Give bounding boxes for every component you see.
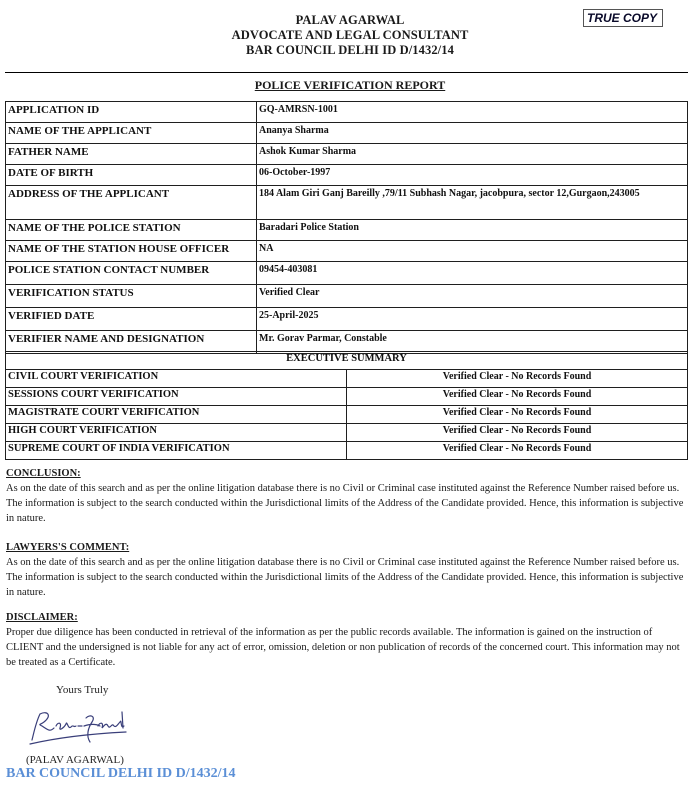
row-label: VERIFICATION STATUS xyxy=(6,285,257,308)
table-row xyxy=(6,241,688,262)
court-label: HIGH COURT VERIFICATION xyxy=(6,424,347,442)
true-copy-stamp: TRUE COPY xyxy=(583,9,663,27)
table-row xyxy=(6,424,688,442)
court-status: Verified Clear - No Records Found xyxy=(347,388,688,406)
advocate-designation: ADVOCATE AND LEGAL CONSULTANT xyxy=(231,28,469,42)
lawyers-comment-section xyxy=(6,540,690,600)
court-label: MAGISTRATE COURT VERIFICATION xyxy=(6,406,347,424)
bar-council-id: BAR COUNCIL DELHI ID D/1432/14 xyxy=(246,43,454,57)
disclaimer-section xyxy=(6,610,690,670)
signatory-name: (PALAV AGARWAL) xyxy=(26,754,124,766)
report-title: POLICE VERIFICATION REPORT xyxy=(254,78,446,92)
table-row xyxy=(6,388,688,406)
row-value: 06-October-1997 xyxy=(257,165,688,186)
court-status: Verified Clear - No Records Found xyxy=(347,406,688,424)
summary-header-row xyxy=(6,352,688,370)
table-row xyxy=(6,220,688,241)
summary-title: EXECUTIVE SUMMARY xyxy=(6,352,688,370)
closing-text: Yours Truly xyxy=(56,684,109,696)
row-label: APPLICATION ID xyxy=(6,102,257,123)
row-label: FATHER NAME xyxy=(6,144,257,165)
row-value: 184 Alam Giri Ganj Bareilly ,79/11 Subhash Nagar, jacobpura, sector 12,Gurgaon,243005 xyxy=(257,186,688,220)
applicant-details-table xyxy=(5,101,688,354)
row-value: Ashok Kumar Sharma xyxy=(257,144,688,165)
row-value: Mr. Gorav Parmar, Constable xyxy=(257,331,688,354)
court-label: CIVIL COURT VERIFICATION xyxy=(6,370,347,388)
court-status: Verified Clear - No Records Found xyxy=(347,442,688,460)
conclusion-text: As on the date of this search and as per the online litigation database there is no Civil or Criminal case instituted against the Reference Number raised before us. The information is subject to the search conducted within the Jurisdictional limits of the Address of the Candidate provided. Hence, this information is subjective in nature. xyxy=(6,483,684,524)
table-row xyxy=(6,186,688,220)
row-label: POLICE STATION CONTACT NUMBER xyxy=(6,262,257,285)
table-row xyxy=(6,262,688,285)
table-row xyxy=(6,123,688,144)
table-row xyxy=(6,165,688,186)
conclusion-section xyxy=(6,466,690,526)
advocate-name: PALAV AGARWAL xyxy=(295,13,405,27)
row-value: 25-April-2025 xyxy=(257,308,688,331)
table-row xyxy=(6,406,688,424)
row-value: 09454-403081 xyxy=(257,262,688,285)
row-value: GQ-AMRSN-1001 xyxy=(257,102,688,123)
row-label: VERIFIER NAME AND DESIGNATION xyxy=(6,331,257,354)
table-row xyxy=(6,102,688,123)
row-value: Ananya Sharma xyxy=(257,123,688,144)
court-label: SESSIONS COURT VERIFICATION xyxy=(6,388,347,406)
row-value: Baradari Police Station xyxy=(257,220,688,241)
row-label: NAME OF THE STATION HOUSE OFFICER xyxy=(6,241,257,262)
row-label: VERIFIED DATE xyxy=(6,308,257,331)
executive-summary-table xyxy=(5,351,688,460)
signatory-bar-id: BAR COUNCIL DELHI ID D/1432/14 xyxy=(6,766,236,781)
table-row xyxy=(6,442,688,460)
row-label: DATE OF BIRTH xyxy=(6,165,257,186)
court-status: Verified Clear - No Records Found xyxy=(347,424,688,442)
row-label: ADDRESS OF THE APPLICANT xyxy=(6,186,257,220)
table-row xyxy=(6,308,688,331)
table-row xyxy=(6,370,688,388)
lawyers-comment-title: LAWYERS'S COMMENT: xyxy=(6,542,130,553)
row-value: Verified Clear xyxy=(257,285,688,308)
lawyers-comment-text: As on the date of this search and as per the online litigation database there is no Civil or Criminal case instituted against the Reference Number raised before us. The information is subject to the search conducted within the Jurisdictional limits of the Address of the Candidate provided. Hence, this information is subjective in nature. xyxy=(6,557,684,598)
disclaimer-text: Proper due diligence has been conducted in retrieval of the information as per the public records available. The information is gained on the instruction of CLIENT and the undersigned is not liable for any act of error, omission, deletion or non publication of records of the concerned court. This information may not be treated as a Certificate. xyxy=(6,627,680,668)
header-divider xyxy=(5,72,688,73)
conclusion-title: CONCLUSION: xyxy=(6,468,81,479)
court-label: SUPREME COURT OF INDIA VERIFICATION xyxy=(6,442,347,460)
row-label: NAME OF THE APPLICANT xyxy=(6,123,257,144)
disclaimer-title: DISCLAIMER: xyxy=(6,612,78,623)
table-row xyxy=(6,144,688,165)
row-value: NA xyxy=(257,241,688,262)
table-row xyxy=(6,285,688,308)
row-label: NAME OF THE POLICE STATION xyxy=(6,220,257,241)
signature-image xyxy=(26,702,136,752)
court-status: Verified Clear - No Records Found xyxy=(347,370,688,388)
